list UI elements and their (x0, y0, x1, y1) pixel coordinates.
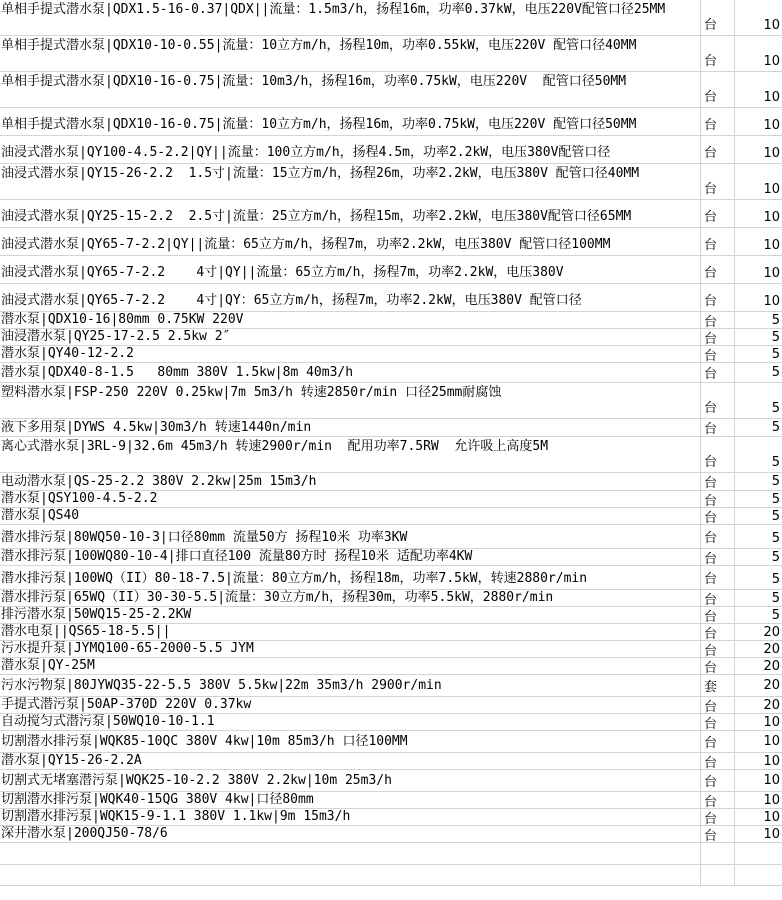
table-row[interactable] (0, 809, 782, 826)
table-row[interactable] (0, 770, 782, 792)
cell-description[interactable]: 油浸式潜水泵|QY15-26-2.2 1.5寸|流量：15立方m/h，扬程26m，功率2.2kW，电压380V 配管口径40MM (1, 166, 640, 181)
cell-description[interactable]: 潜水泵|QDX40-8-1.5 80mm 380V 1.5kw|8m 40m3/h (1, 364, 354, 380)
table-row[interactable] (0, 658, 782, 675)
cell-quantity[interactable]: 10 (734, 228, 782, 255)
table-row[interactable] (0, 312, 782, 329)
cell-quantity[interactable]: 10 (734, 792, 782, 808)
table-row[interactable] (0, 473, 782, 491)
table-row[interactable] (0, 607, 782, 624)
cell-unit[interactable] (700, 843, 734, 864)
table-row[interactable] (0, 753, 782, 770)
cell-quantity[interactable]: 20 (734, 675, 782, 696)
cell-quantity[interactable]: 10 (734, 108, 782, 135)
cell-unit[interactable]: 台 (700, 329, 734, 345)
cell-unit[interactable]: 套 (700, 675, 734, 696)
cell-quantity[interactable]: 10 (734, 809, 782, 825)
cell-description[interactable]: 单相手提式潜水泵|QDX1.5-16-0.37|QDX||流量：1.5m3/h，扬程16m，功率0.37kW，电压220V配管口径25MM (1, 2, 666, 17)
cell-description[interactable]: 切割潜水排污泵|WQK15-9-1.1 380V 1.1kw|9m 15m3/h (1, 809, 351, 824)
cell-quantity[interactable]: 10 (734, 200, 782, 227)
cell-unit[interactable]: 台 (700, 256, 734, 283)
cell-unit[interactable]: 台 (700, 0, 734, 35)
cell-unit[interactable] (700, 865, 734, 885)
table-row[interactable] (0, 697, 782, 714)
cell-unit[interactable]: 台 (700, 607, 734, 623)
cell-unit[interactable]: 台 (700, 641, 734, 657)
table-row[interactable] (0, 136, 782, 164)
cell-quantity[interactable]: 10 (734, 731, 782, 752)
cell-quantity[interactable]: 5 (734, 491, 782, 507)
cell-quantity[interactable]: 5 (734, 437, 782, 472)
cell-description[interactable]: 污水污物泵|80JYWQ35-22-5.5 380V 5.5kw|22m 35m3/h 2900r/min (1, 677, 442, 693)
cell-quantity[interactable]: 10 (734, 770, 782, 791)
cell-description[interactable]: 切割潜水排污泵|WQK40-15QG 380V 4kw|口径80mm (1, 792, 314, 807)
table-row[interactable] (0, 843, 782, 865)
cell-description[interactable]: 油浸潜水泵|QY25-17-2.5 2.5kw 2″ (1, 329, 231, 344)
table-row[interactable] (0, 0, 782, 36)
table-row[interactable] (0, 36, 782, 72)
cell-description[interactable]: 切割式无堵塞潜污泵|WQK25-10-2.2 380V 2.2kw|10m 25m3/h (1, 772, 392, 788)
cell-unit[interactable]: 台 (700, 312, 734, 328)
cell-unit[interactable]: 台 (700, 809, 734, 825)
cell-description[interactable]: 深井潜水泵|200QJ50-78/6 (1, 826, 168, 841)
cell-quantity[interactable]: 10 (734, 0, 782, 35)
table-row[interactable] (0, 865, 782, 886)
table-row[interactable] (0, 108, 782, 136)
cell-quantity[interactable] (734, 865, 782, 885)
cell-description[interactable]: 油浸式潜水泵|QY100-4.5-2.2|QY||流量：100立方m/h，扬程4.5m，功率2.2kW，电压380V配管口径 (1, 145, 611, 160)
cell-quantity[interactable]: 20 (734, 697, 782, 713)
table-row[interactable] (0, 826, 782, 843)
cell-quantity[interactable]: 5 (734, 566, 782, 589)
cell-unit[interactable]: 台 (700, 136, 734, 163)
cell-unit[interactable]: 台 (700, 697, 734, 713)
cell-quantity[interactable]: 10 (734, 72, 782, 107)
cell-description[interactable]: 潜水电泵||QS65-18-5.5|| (1, 624, 171, 639)
cell-unit[interactable]: 台 (700, 770, 734, 791)
cell-description[interactable]: 单相手提式潜水泵|QDX10-10-0.55|流量：10立方m/h，扬程10m，功率0.55kW，电压220V 配管口径40MM (1, 38, 637, 53)
cell-description[interactable]: 液下多用泵|DYWS 4.5kw|30m3/h 转速1440n/min (1, 419, 312, 435)
cell-description[interactable]: 切割潜水排污泵|WQK85-10QC 380V 4kw|10m 85m3/h 口径100MM (1, 733, 408, 749)
cell-quantity[interactable]: 10 (734, 136, 782, 163)
cell-quantity[interactable]: 10 (734, 36, 782, 71)
cell-quantity[interactable]: 5 (734, 383, 782, 418)
table-row[interactable] (0, 491, 782, 508)
table-row[interactable] (0, 624, 782, 641)
cell-unit[interactable]: 台 (700, 383, 734, 418)
cell-description[interactable]: 油浸式潜水泵|QY65-7-2.2 4寸|QY：65立方m/h，扬程7m，功率2.2kW，电压380V 配管口径 (1, 293, 582, 308)
table-row[interactable] (0, 164, 782, 200)
cell-quantity[interactable]: 5 (734, 363, 782, 382)
cell-quantity[interactable]: 5 (734, 525, 782, 548)
cell-unit[interactable]: 台 (700, 108, 734, 135)
table-row[interactable] (0, 256, 782, 284)
cell-description[interactable]: 潜水排污泵|80WQ50-10-3|口径80mm 流量50方 扬程10米 功率3KW (1, 530, 408, 545)
cell-unit[interactable]: 台 (700, 437, 734, 472)
cell-unit[interactable]: 台 (700, 549, 734, 565)
table-row[interactable] (0, 200, 782, 228)
cell-quantity[interactable] (734, 843, 782, 864)
cell-quantity[interactable]: 5 (734, 346, 782, 362)
cell-description[interactable]: 自动搅匀式潜污泵|50WQ10-10-1.1 (1, 714, 215, 729)
cell-quantity[interactable]: 20 (734, 641, 782, 657)
cell-unit[interactable]: 台 (700, 36, 734, 71)
table-row[interactable] (0, 714, 782, 731)
table-row[interactable] (0, 525, 782, 549)
table-row[interactable] (0, 566, 782, 590)
cell-quantity[interactable]: 10 (734, 826, 782, 842)
cell-quantity[interactable]: 10 (734, 164, 782, 199)
cell-description[interactable]: 污水提升泵|JYMQ100-65-2000-5.5 JYM (1, 641, 254, 656)
cell-description[interactable] (0, 843, 700, 864)
cell-unit[interactable]: 台 (700, 525, 734, 548)
cell-unit[interactable]: 台 (700, 826, 734, 842)
cell-unit[interactable]: 台 (700, 346, 734, 362)
cell-description[interactable]: 单相手提式潜水泵|QDX10-16-0.75|流量：10m3/h，扬程16m，功率0.75kW，电压220V 配管口径50MM (1, 74, 627, 89)
cell-description[interactable]: 潜水排污泵|100WQ80-10-4|排口直径100 流量80方时 扬程10米 适配功率4KW (1, 549, 473, 564)
cell-description[interactable]: 潜水泵|QDX10-16|80mm 0.75KW 220V (1, 312, 244, 327)
cell-quantity[interactable]: 10 (734, 753, 782, 769)
table-row[interactable] (0, 590, 782, 607)
cell-unit[interactable]: 台 (700, 200, 734, 227)
cell-unit[interactable]: 台 (700, 590, 734, 606)
table-row[interactable] (0, 329, 782, 346)
cell-description[interactable]: 潜水泵|QS40 (1, 508, 80, 523)
cell-description[interactable]: 排污潜水泵|50WQ15-25-2.2KW (1, 607, 192, 622)
cell-description[interactable]: 单相手提式潜水泵|QDX10-16-0.75|流量：10立方m/h，扬程16m，功率0.75kW，电压220V 配管口径50MM (1, 117, 637, 132)
cell-unit[interactable]: 台 (700, 624, 734, 640)
cell-quantity[interactable]: 5 (734, 473, 782, 490)
table-row[interactable] (0, 363, 782, 383)
table-row[interactable] (0, 284, 782, 312)
cell-description[interactable]: 潜水泵|QY15-26-2.2A (1, 753, 142, 768)
cell-unit[interactable]: 台 (700, 714, 734, 730)
cell-quantity[interactable]: 10 (734, 714, 782, 730)
cell-quantity[interactable]: 5 (734, 419, 782, 436)
cell-description[interactable]: 油浸式潜水泵|QY25-15-2.2 2.5寸|流量：25立方m/h，扬程15m，功率2.2kW，电压380V配管口径65MM (1, 209, 632, 224)
cell-quantity[interactable]: 5 (734, 590, 782, 606)
cell-unit[interactable]: 台 (700, 284, 734, 311)
cell-quantity[interactable]: 5 (734, 607, 782, 623)
cell-description[interactable]: 潜水泵|QY-25M (1, 658, 95, 673)
cell-quantity[interactable]: 20 (734, 624, 782, 640)
cell-quantity[interactable]: 5 (734, 549, 782, 565)
cell-quantity[interactable]: 10 (734, 256, 782, 283)
cell-unit[interactable]: 台 (700, 753, 734, 769)
table-row[interactable] (0, 731, 782, 753)
cell-description[interactable]: 油浸式潜水泵|QY65-7-2.2|QY||流量：65立方m/h，扬程7m，功率2.2kW，电压380V 配管口径100MM (1, 237, 611, 252)
table-row[interactable] (0, 675, 782, 697)
cell-quantity[interactable]: 5 (734, 329, 782, 345)
table-row[interactable] (0, 228, 782, 256)
cell-description[interactable]: 离心式潜水泵|3RL-9|32.6m 45m3/h 转速2900r/min 配用功率7.5RW 允许吸上高度5M (1, 439, 549, 454)
table-row[interactable] (0, 383, 782, 419)
cell-unit[interactable]: 台 (700, 419, 734, 436)
cell-quantity[interactable]: 5 (734, 508, 782, 524)
cell-description[interactable]: 手提式潜污泵|50AP-370D 220V 0.37kw (1, 697, 252, 712)
cell-unit[interactable]: 台 (700, 164, 734, 199)
cell-unit[interactable]: 台 (700, 658, 734, 674)
cell-unit[interactable]: 台 (700, 792, 734, 808)
cell-description[interactable]: 潜水泵|QSY100-4.5-2.2 (1, 491, 158, 506)
table-row[interactable] (0, 72, 782, 108)
table-row[interactable] (0, 641, 782, 658)
cell-unit[interactable]: 台 (700, 491, 734, 507)
cell-quantity[interactable]: 10 (734, 284, 782, 311)
cell-unit[interactable]: 台 (700, 731, 734, 752)
table-row[interactable] (0, 419, 782, 437)
cell-description[interactable]: 潜水排污泵|65WQ（II）30-30-5.5|流量：30立方m/h，扬程30m，功率5.5kW，2880r/min (1, 590, 554, 605)
cell-description[interactable]: 潜水排污泵|100WQ（II）80-18-7.5|流量：80立方m/h，扬程18m，功率7.5kW，转速2880r/min (1, 571, 588, 586)
cell-description[interactable]: 塑料潜水泵|FSP-250 220V 0.25kw|7m 5m3/h 转速2850r/min 口径25mm耐腐蚀 (1, 385, 502, 400)
table-row[interactable] (0, 549, 782, 566)
cell-unit[interactable]: 台 (700, 72, 734, 107)
table-row[interactable] (0, 346, 782, 363)
cell-unit[interactable]: 台 (700, 228, 734, 255)
table-row[interactable] (0, 792, 782, 809)
table-row[interactable] (0, 437, 782, 473)
cell-unit[interactable]: 台 (700, 508, 734, 524)
cell-unit[interactable]: 台 (700, 473, 734, 490)
cell-description[interactable]: 油浸式潜水泵|QY65-7-2.2 4寸|QY||流量：65立方m/h，扬程7m，功率2.2kW，电压380V (1, 265, 564, 280)
cell-description[interactable]: 电动潜水泵|QS-25-2.2 380V 2.2kw|25m 15m3/h (1, 473, 317, 489)
cell-description[interactable] (0, 865, 700, 885)
cell-unit[interactable]: 台 (700, 363, 734, 382)
table-row[interactable] (0, 508, 782, 525)
cell-description[interactable]: 潜水泵|QY40-12-2.2 (1, 346, 134, 361)
cell-quantity[interactable]: 5 (734, 312, 782, 328)
cell-unit[interactable]: 台 (700, 566, 734, 589)
cell-quantity[interactable]: 20 (734, 658, 782, 674)
